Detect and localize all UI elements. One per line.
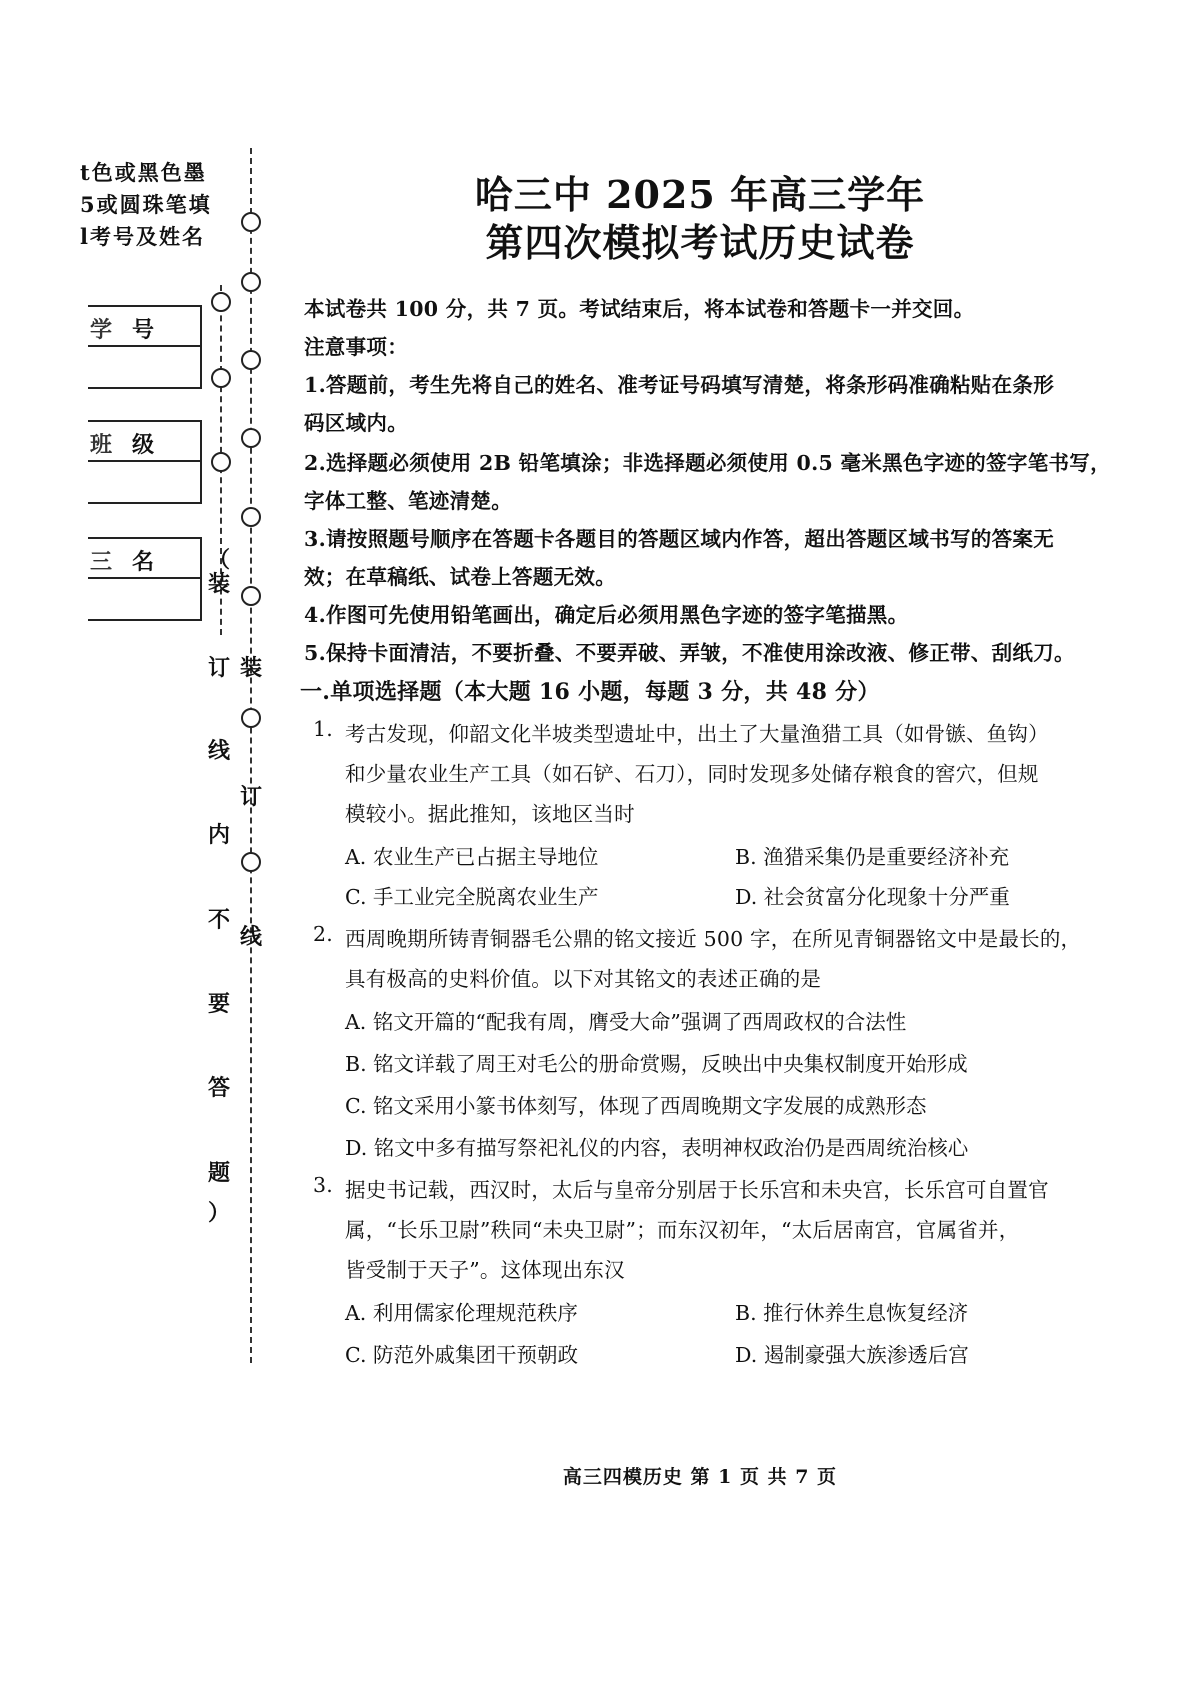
class-label: 级 [132, 432, 155, 458]
binding-hole-circle [241, 428, 261, 448]
note-line: 效；在草稿纸、试卷上答题无效。 [304, 565, 616, 589]
margin-instruction-line-3: l考号及姓名 [80, 224, 205, 249]
note-line: 1.答题前，考生先将自己的姓名、准考证号码填写清楚，将条形码准确粘贴在条形 [304, 373, 1054, 397]
binding-char: 题 [207, 1160, 230, 1186]
student-id-divider [88, 345, 200, 347]
question-stem-line: 模较小。据此推知，该地区当时 [345, 802, 635, 826]
answer-option[interactable]: C. 手工业完全脱离农业生产 [345, 885, 599, 909]
exam-title-line-2: 第四次模拟考试历史试卷 [485, 220, 915, 265]
answer-option[interactable]: C. 防范外戚集团干预朝政 [345, 1343, 578, 1367]
student-id-label: 号 [132, 317, 155, 343]
binding-char: 答 [207, 1075, 230, 1101]
answer-option[interactable]: C. 铭文采用小篆书体刻写，体现了西周晚期文字发展的成熟形态 [345, 1094, 927, 1118]
binding-hole-circle [241, 212, 261, 232]
binding-char: （ [207, 547, 230, 573]
answer-option[interactable]: D. 社会贫富分化现象十分严重 [735, 885, 1010, 909]
class-divider [88, 460, 200, 462]
binding-inner-char: 订 [239, 784, 262, 810]
binding-char: 不 [207, 907, 230, 933]
answer-option[interactable]: B. 渔猎采集仍是重要经济补充 [735, 845, 1010, 869]
notes-heading: 注意事项： [304, 335, 408, 359]
name-label: 名 [132, 549, 155, 575]
binding-char: 要 [207, 991, 230, 1017]
answer-option[interactable]: A. 农业生产已占据主导地位 [345, 845, 599, 869]
name-label-cut: 三 [90, 549, 113, 575]
question-number: 1. [313, 717, 333, 741]
binding-hole-circle [211, 368, 231, 388]
binding-char: 线 [207, 738, 230, 764]
note-line: 2.选择题必须使用 2B 铅笔填涂；非选择题必须使用 0.5 毫米黑色字迹的签字笔书写， [304, 451, 1111, 475]
binding-char: 订 [207, 655, 230, 681]
name-divider [88, 577, 200, 579]
note-line: 3.请按照题号顺序在答题卡各题目的答题区域内作答，超出答题区域书写的答案无 [304, 527, 1054, 551]
question-stem-line: 考古发现，仰韶文化半坡类型遗址中，出土了大量渔猎工具（如骨镞、鱼钩） [345, 722, 1049, 746]
note-line: 字体工整、笔迹清楚。 [304, 489, 512, 513]
class-label-cut: 班 [90, 432, 113, 458]
page-footer: 高三四模历史 第 1 页 共 7 页 [562, 1466, 838, 1488]
question-stem-line: 和少量农业生产工具（如石铲、石刀），同时发现多处储存粮食的窖穴，但规 [345, 762, 1039, 786]
margin-instruction-line-2: 5或圆珠笔填 [80, 192, 212, 217]
question-stem-line: 属，“长乐卫尉”秩同“未央卫尉”；而东汉初年，“太后居南宫，官属省并， [345, 1218, 1020, 1242]
answer-option[interactable]: B. 铭文详载了周王对毛公的册命赏赐，反映出中央集权制度开始形成 [345, 1052, 968, 1076]
margin-instruction-line-1: t色或黑色墨 [80, 160, 207, 185]
binding-hole-circle [241, 708, 261, 728]
binding-char: 装 [207, 571, 230, 597]
exam-title-line-1: 哈三中 2025 年高三学年 [474, 172, 926, 217]
question-stem-line: 具有极高的史料价值。以下对其铭文的表述正确的是 [345, 967, 822, 991]
exam-intro: 本试卷共 100 分，共 7 页。考试结束后，将本试卷和答题卡一并交回。 [304, 297, 975, 321]
question-number: 3. [313, 1173, 333, 1197]
answer-option[interactable]: D. 铭文中多有描写祭祀礼仪的内容，表明神权政治仍是西周统治核心 [345, 1136, 969, 1160]
student-id-label-cut: 学 [90, 317, 113, 343]
binding-hole-circle [241, 272, 261, 292]
section-heading: 一.单项选择题（本大题 16 小题，每题 3 分，共 48 分） [300, 679, 880, 705]
binding-char: ） [207, 1200, 230, 1226]
binding-hole-circle [241, 350, 261, 370]
note-line: 4.作图可先使用铅笔画出，确定后必须用黑色字迹的签字笔描黑。 [304, 603, 909, 627]
answer-option[interactable]: B. 推行休养生息恢复经济 [735, 1301, 969, 1325]
binding-char: 内 [207, 822, 230, 848]
inner-binding-line [250, 148, 252, 1363]
question-number: 2. [313, 922, 333, 946]
answer-option[interactable]: A. 利用儒家伦理规范秩序 [345, 1301, 578, 1325]
question-stem-line: 据史书记载，西汉时，太后与皇帝分别居于长乐宫和未央宫，长乐宫可自置官 [345, 1178, 1049, 1202]
question-stem-line: 西周晚期所铸青铜器毛公鼎的铭文接近 500 字，在所见青铜器铭文中是最长的， [345, 927, 1082, 951]
binding-hole-circle [211, 452, 231, 472]
answer-option[interactable]: A. 铭文开篇的“配我有周，膺受大命”强调了西周政权的合法性 [345, 1010, 907, 1034]
question-stem-line: 皆受制于天子”。这体现出东汉 [345, 1258, 625, 1282]
answer-option[interactable]: D. 遏制豪强大族渗透后宫 [735, 1343, 969, 1367]
binding-inner-char: 线 [239, 924, 262, 950]
binding-hole-circle [241, 586, 261, 606]
binding-hole-circle [241, 852, 261, 872]
binding-inner-char: 装 [239, 655, 262, 681]
binding-hole-circle [241, 507, 261, 527]
binding-hole-circle [211, 292, 231, 312]
note-line: 码区域内。 [304, 411, 408, 435]
note-line: 5.保持卡面清洁，不要折叠、不要弄破、弄皱，不准使用涂改液、修正带、刮纸刀。 [304, 641, 1075, 665]
